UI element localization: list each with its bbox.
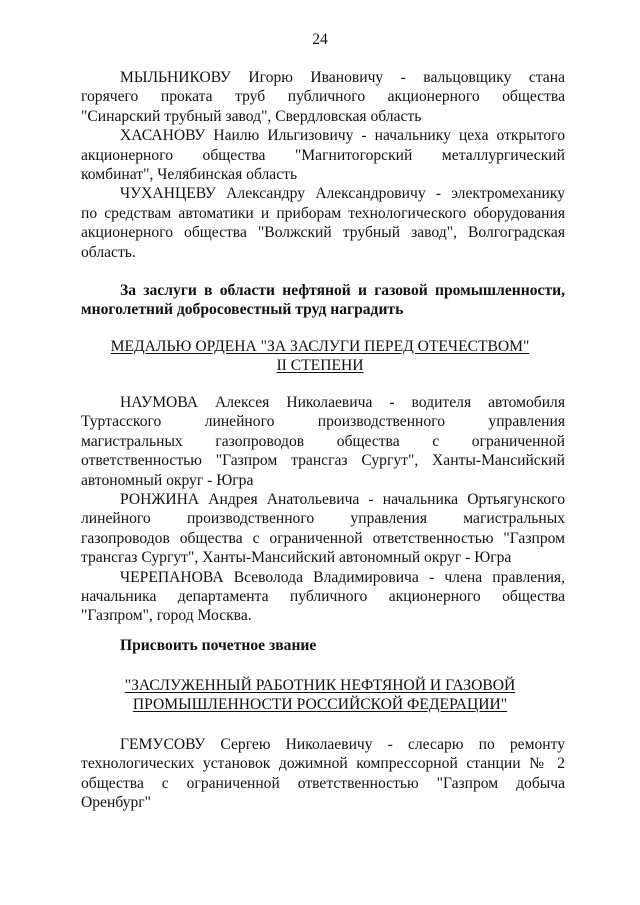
award-line: Туртасского линейного производственного управления [81,413,565,431]
award-entry [81,184,565,262]
award-line: ГЕМУСОВУ Сергею Николаевичу - слесарю по ремонту [120,736,565,753]
award-entry [81,68,565,126]
award-line: ХАСАНОВУ Наилю Ильгизовичу - начальнику цеха открытого [120,127,565,145]
award-line: магистральных газопроводов общества с ограниченной [81,432,565,450]
award-line: МЫЛЬНИКОВУ Игорю Ивановичу - вальцовщику стана [120,69,565,86]
award-line: комбинат", Челябинская область [81,166,298,184]
decree-heading-text: Присвоить почетное звание [120,637,317,654]
honor-title [0,676,640,715]
award-entry [81,568,565,626]
award-line: трансгаз Сургут", Ханты-Мансийский автономный округ - Югра [81,549,512,567]
award-line: РОНЖИНА Андрея Анатольевича - начальника Ортьягунского [120,491,565,509]
honor-title-line: ПРОМЫШЛЕННОСТИ РОССИЙСКОЙ ФЕДЕРАЦИИ" [132,696,508,714]
medal-title [0,337,640,376]
award-line: по средствам автоматики и приборам технологического оборудования [81,204,565,222]
award-line: ответственностью "Газпром трансгаз Сургут", Ханты-Мансийский [81,452,565,470]
award-line: акционерного общества "Магнитогорский металлургический [81,146,565,164]
award-line: общества с ограниченной ответственностью "Газпром добыча [81,774,565,792]
award-line: начальника департамента публичного акционерного общества [81,588,565,606]
decree-heading-oil-gas [81,281,565,320]
awards-list-honorary [81,735,565,813]
award-line: акционерного общества "Волжский трубный завод", Волгоградская [81,224,565,242]
medal-title-line: МЕДАЛЬЮ ОРДЕНА "ЗА ЗАСЛУГИ ПЕРЕД ОТЕЧЕСТВОМ" [110,338,530,355]
award-line: Оренбург" [81,794,152,812]
honor-title-line: "ЗАСЛУЖЕННЫЙ РАБОТНИК НЕФТЯНОЙ И ГАЗОВОЙ [124,677,516,694]
page-number: 24 [312,31,328,48]
award-line: НАУМОВА Алексея Николаевича - водителя автомобиля [120,394,565,411]
decree-heading-line: многолетний добросовестный труд наградить [81,301,404,319]
award-line: горячего проката труб публичного акционерного общества [81,88,565,106]
award-entry [81,490,565,568]
award-line: линейного производственного управления магистральных [81,510,565,528]
awards-list-medal [81,393,565,626]
award-line: "Синарский трубный завод", Свердловская область [81,107,422,125]
decree-heading-honorary-title [81,636,565,655]
award-line: ЧУХАНЦЕВУ Александру Александровичу - электромеханику [120,185,565,203]
award-line: область. [81,243,136,261]
awards-list-metallurgy [81,68,565,262]
decree-heading-line: За заслуги в области нефтяной и газовой промышленности, [120,282,565,299]
award-line: ЧЕРЕПАНОВА Всеволода Владимировича - члена правления, [120,568,565,586]
award-line: "Газпром", город Москва. [81,607,252,625]
award-entry [81,735,565,813]
award-line: технологических установок дожимной компрессорной станции № 2 [81,755,565,773]
medal-title-line: II СТЕПЕНИ [276,357,364,375]
award-line: газопроводов общества с ограниченной ответственностью "Газпром [81,529,565,547]
award-entry [81,126,565,184]
decree-heading-text [81,281,565,320]
award-line: автономный округ - Югра [81,471,254,489]
award-entry [81,393,565,490]
